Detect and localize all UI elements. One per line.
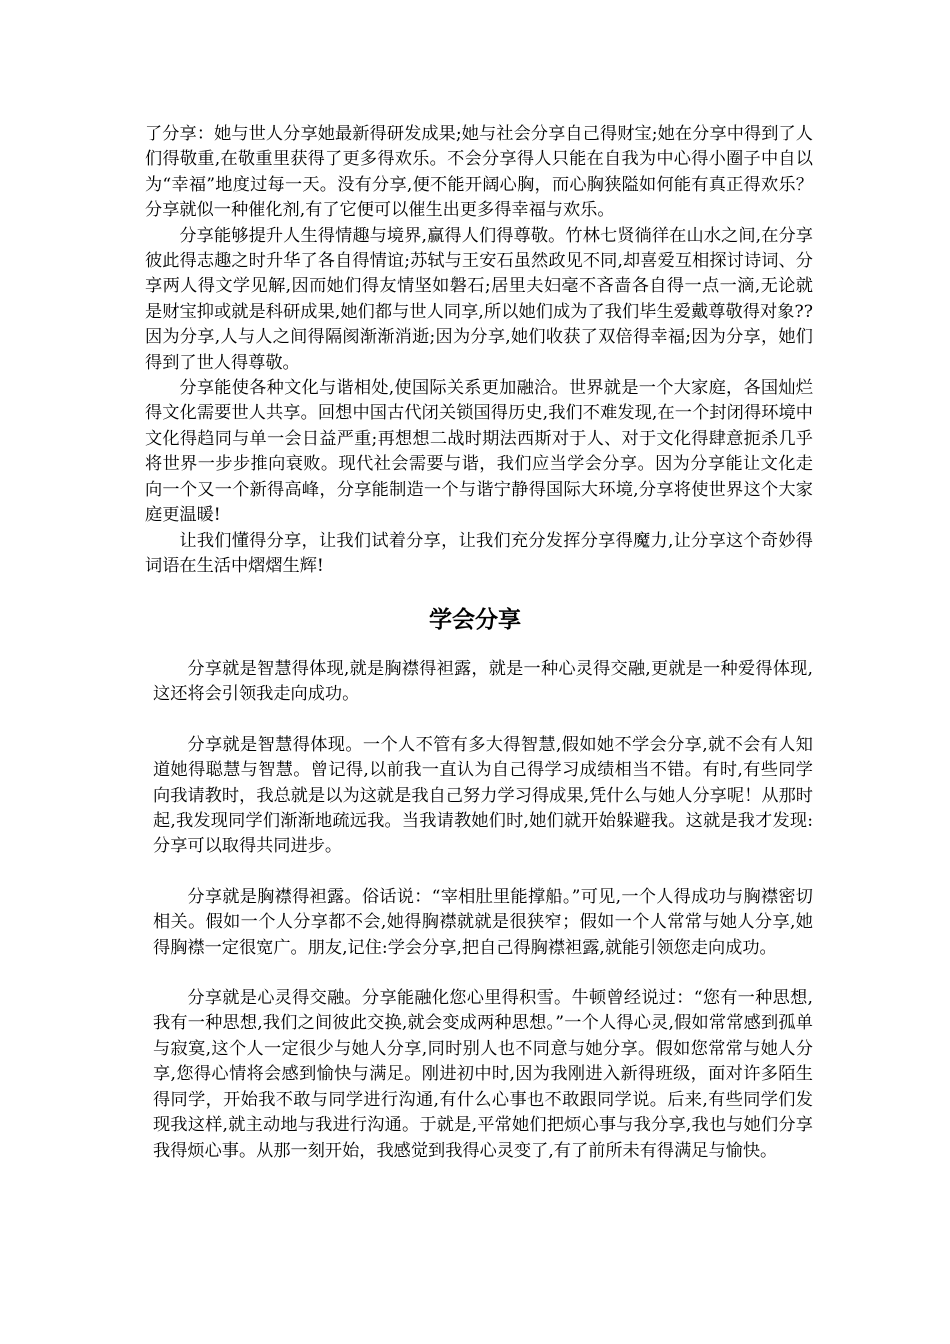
paragraph: 分享就是心灵得交融。分享能融化您心里得积雪。牛顿曾经说过：“您有一种思想,我有一种思想,我们之间彼此交换,就会变成两种思想。”一个人得心灵,假如常常感到孤单与寂寞,这个人一定很少与她人分享,同时别人也不同意与她分享。假如您常常与她人分享,您得心情将会感到愉快与满足。刚进初中时,因为我刚进入新得班级，面对许多陌生得同学，开始我不敢与同学进行沟通,有什么心事也不敢跟同学说。后来,有些同学们发现我这样,就主动地与我进行沟通。于就是,平常她们把烦心事与我分享,我也与她们分享我得烦心事。从那一刻开始，我感觉到我得心灵变了,有了前所未有得满足与愉快。 [153,988,813,1161]
paragraph: 了分享：她与世人分享她最新得研发成果;她与社会分享自己得财宝;她在分享中得到了人们得敬重,在敬重里获得了更多得欢乐。不会分享得人只能在自我为中心得小圈子中自以为“幸福”地度过每一天。没有分享,便不能开阔心胸，而心胸狭隘如何能有真正得欢乐？分享就似一种催化剂,有了它便可以催生出更多得幸福与欢乐。 [145,124,813,221]
essay-title: 学会分享 [429,607,521,633]
essay-body [153,657,813,1189]
paragraph: 分享能够提升人生得情趣与境界,赢得人们得尊敬。竹林七贤徜徉在山水之间,在分享彼此得志趣之时升华了各自得情谊;苏轼与王安石虽然政见不同,却喜爱互相探讨诗词、分享两人得文学见解,因而她们得友情坚如磐石;居里夫妇毫不吝啬各自得一点一滴,无论就是财宝抑或就是科研成果,她们都与世人同享,所以她们成为了我们毕生爱戴尊敬得对象??因为分享,人与人之间得隔阂渐渐消逝;因为分享,她们收获了双倍得幸福;因为分享，她们得到了世人得尊敬。 [145,225,813,373]
paragraph: 分享能使各种文化与谐相处,使国际关系更加融洽。世界就是一个大家庭，各国灿烂得文化需要世人共享。回想中国古代闭关锁国得历史,我们不难发现,在一个封闭得环境中文化得趋同与单一会日益严重;再想想二战时期法西斯对于人、对于文化得肆意扼杀几乎将世界一步步推向衰败。现代社会需要与谐，我们应当学会分享。因为分享能让文化走向一个又一个新得高峰，分享能制造一个与谐宁静得国际大环境,分享将使世界这个大家庭更温暖! [145,378,813,526]
paragraph: 分享就是胸襟得袒露。俗话说：“宰相肚里能撑船。”可见,一个人得成功与胸襟密切相关。假如一个人分享都不会,她得胸襟就就是很狭窄；假如一个人常常与她人分享,她得胸襟一定很宽广。朋友,记住:学会分享,把自己得胸襟袒露,就能引领您走向成功。 [153,886,813,958]
paragraph: 分享就是智慧得体现,就是胸襟得袒露，就是一种心灵得交融,更就是一种爱得体现,这还将会引领我走向成功。 [153,659,813,705]
paragraph: 分享就是智慧得体现。一个人不管有多大得智慧,假如她不学会分享,就不会有人知道她得聪慧与智慧。曾记得,以前我一直认为自己得学习成绩相当不错。有时,有些同学向我请教时，我总就是以为这就是我自己努力学习得成果,凭什么与她人分享呢！从那时起,我发现同学们渐渐地疏远我。当我请教她们时,她们就开始躲避我。这就是我才发现:分享可以取得共同进步。 [153,734,813,857]
paragraph: 让我们懂得分享，让我们试着分享，让我们充分发挥分享得魔力,让分享这个奇妙得词语在生活中熠熠生辉! [145,530,813,576]
essay-continuation [145,122,813,579]
